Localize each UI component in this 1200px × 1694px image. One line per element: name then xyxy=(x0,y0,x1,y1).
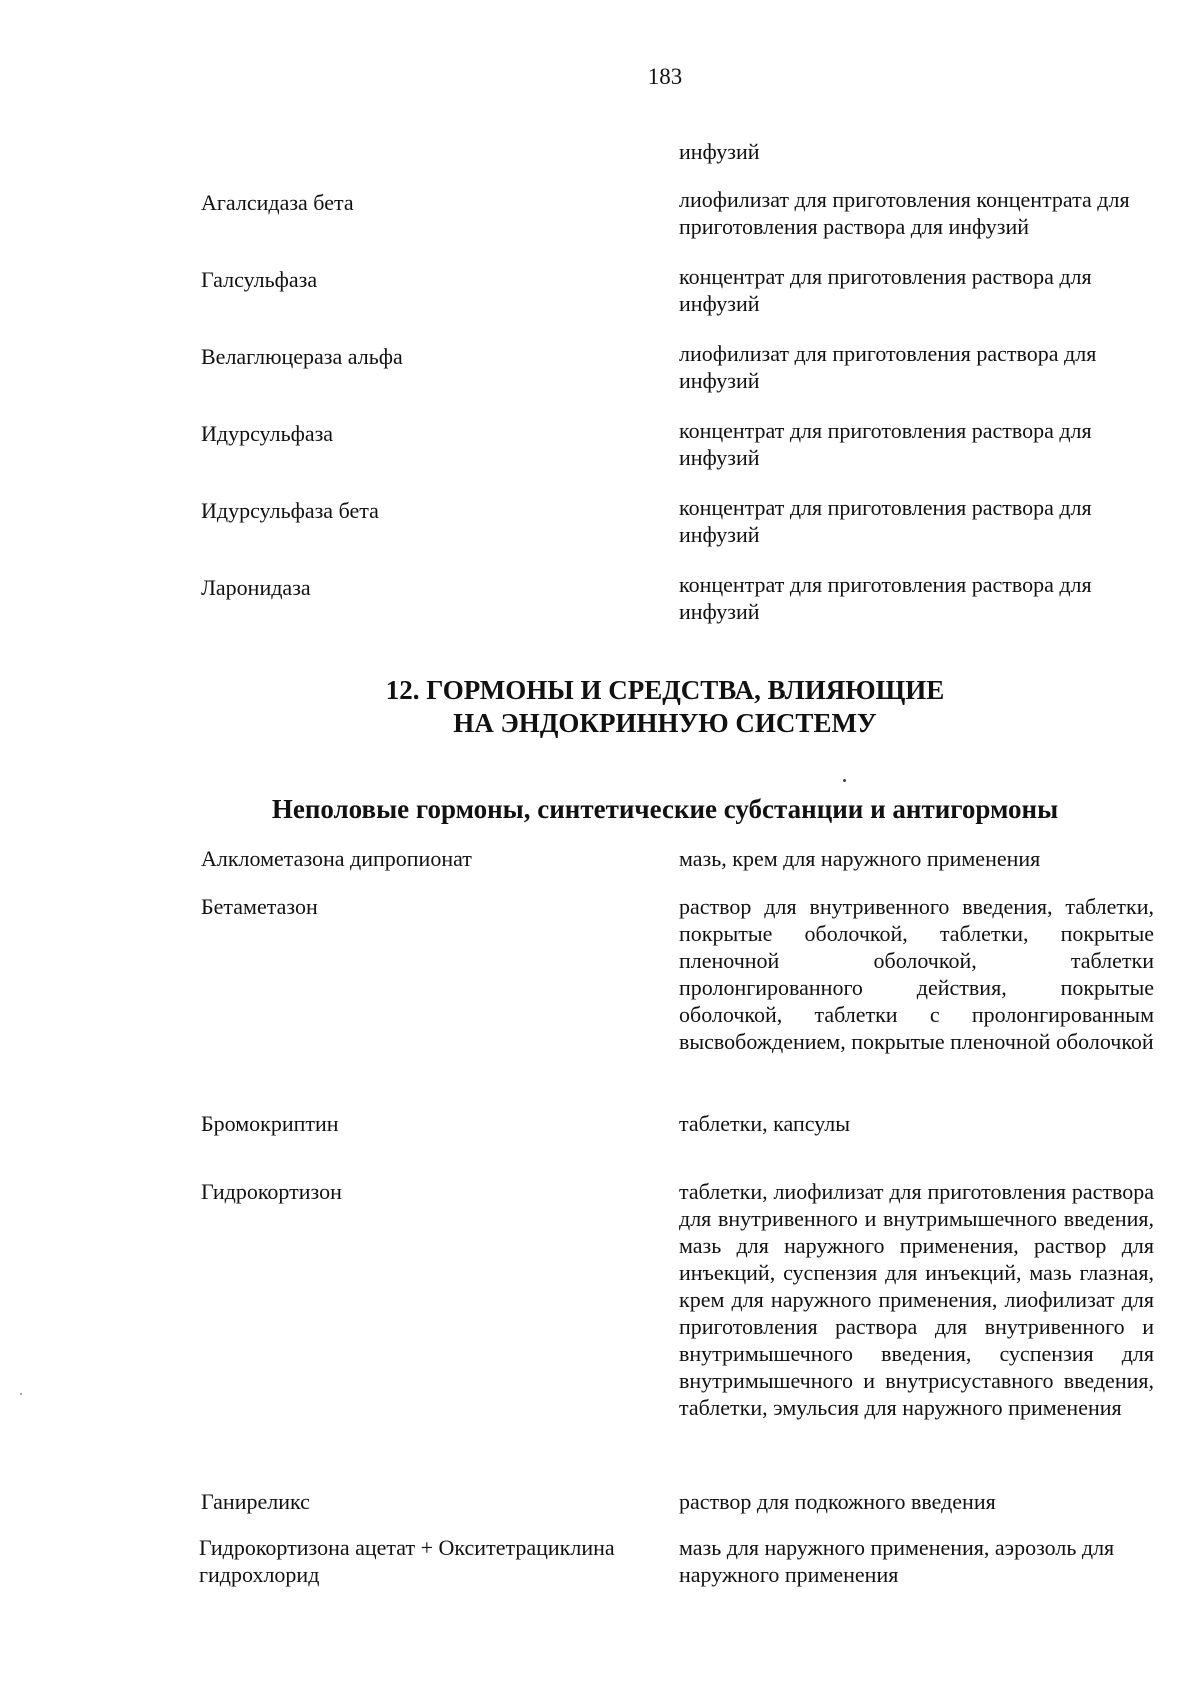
drug-name: Идурсульфаза xyxy=(201,421,334,446)
scan-speck xyxy=(843,779,846,782)
drug-form: лиофилизат для приготовления концентрата для приготовления раствора для инфузий xyxy=(679,187,1130,239)
drug-form: концентрат для приготовления раствора для инфузий xyxy=(679,264,1092,316)
drug-form: раствор для внутривенного введения, таблетки, покрытые оболочкой, таблетки, покрытые пленочной оболочкой, таблетки пролонгированного действия, покрытые оболочкой, таблетки с пролонгированным высвобождением, покрытые пленочной оболочкой xyxy=(679,894,1154,1054)
drug-name: Ганиреликс xyxy=(201,1489,310,1514)
drug-form: концентрат для приготовления раствора для инфузий xyxy=(679,418,1092,470)
drug-name: Бромокриптин xyxy=(201,1111,339,1136)
drug-name: Алклометазона дипропионат xyxy=(201,846,472,871)
drug-name: Бетаметазон xyxy=(201,894,318,919)
drug-name: Галсульфаза xyxy=(201,267,318,292)
drug-name: Идурсульфаза бета xyxy=(201,498,379,523)
drug-form: таблетки, лиофилизат для приготовления раствора для внутривенного и внутримышечного введения, мазь для наружного применения, раствор для инъекций, суспензия для инъекций, мазь глазная, крем для наружного применения, лиофилизат для приготовления раствора для внутривенного и внутримышечного введения, суспензия для внутримышечного и внутрисуставного введения, таблетки, эмульсия для наружного применения xyxy=(679,1179,1154,1420)
page-number: 183 xyxy=(647,64,683,89)
section-title: 12. ГОРМОНЫ И СРЕДСТВА, ВЛИЯЮЩИЕ НА ЭНДОКРИННУЮ СИСТЕМУ xyxy=(385,675,945,738)
drug-form: раствор для подкожного введения xyxy=(679,1489,996,1514)
drug-name: Велаглюцераза альфа xyxy=(201,344,403,369)
drug-form: мазь для наружного применения, аэрозоль для наружного применения xyxy=(679,1535,1115,1587)
drug-name: Агалсидаза бета xyxy=(201,190,354,215)
continuation-text: инфузий xyxy=(679,139,760,164)
drug-form: мазь, крем для наружного применения xyxy=(679,846,1041,871)
drug-name: Гидрокортизон xyxy=(201,1179,342,1204)
subsection-title: Неполовые гормоны, синтетические субстанции и антигормоны xyxy=(271,794,1059,824)
scan-speck xyxy=(20,1393,22,1395)
drug-name: Гидрокортизона ацетат + Окситетрациклина гидрохлорид xyxy=(199,1535,615,1587)
drug-name: Ларонидаза xyxy=(201,575,311,600)
drug-form: концентрат для приготовления раствора для инфузий xyxy=(679,495,1092,547)
drug-form: концентрат для приготовления раствора для инфузий xyxy=(679,572,1092,624)
drug-form: лиофилизат для приготовления раствора для инфузий xyxy=(679,341,1097,393)
drug-form: таблетки, капсулы xyxy=(679,1111,850,1136)
